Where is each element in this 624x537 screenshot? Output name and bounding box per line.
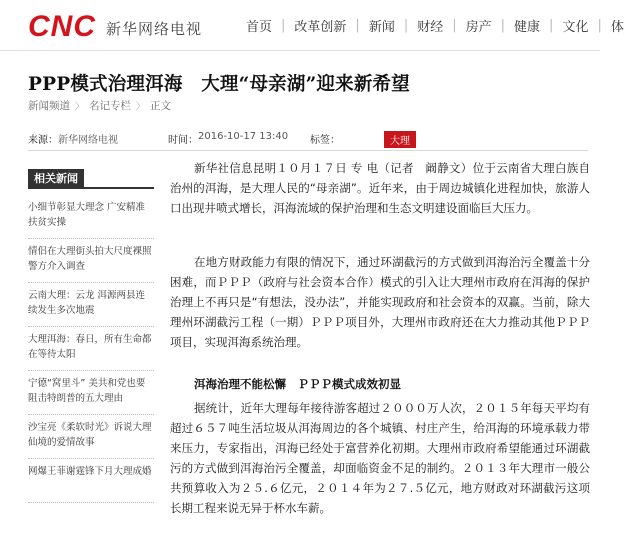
- related-news-item[interactable]: 大理洱海：春日，所有生命都在等待太阳: [28, 327, 154, 371]
- nav-divider: |: [403, 18, 409, 33]
- site-logo[interactable]: [28, 8, 202, 46]
- tag-badge[interactable]: 大理: [384, 131, 416, 148]
- nav-divider: |: [452, 18, 457, 33]
- related-news-list: [28, 195, 156, 503]
- logo-mark: CNC: [28, 10, 96, 43]
- nav-item-culture[interactable]: 文化: [562, 20, 589, 35]
- nav-item-news[interactable]: 新闻: [368, 20, 395, 35]
- nav-divider: |: [281, 18, 286, 33]
- related-news-item[interactable]: 沙宝亮《柔软时光》诉说大理仙境的爱情故事: [28, 415, 154, 459]
- article-paragraph: 新华社信息昆明１０月１７日 专 电（记者 阚静文）位于云南省大理白族自治州的洱海，是大理人民的“母亲湖”。近年来，由于周边城镇化进程加快，旅游人口出现井喷式增长，洱海流域的保护治理和生态文明建设面临巨大压力。: [170, 161, 590, 215]
- article-paragraph: 在地方财政能力有限的情况下，通过环湖截污的方式做到洱海治污全覆盖十分困难，而ＰＰＰ（政府与社会资本合作）模式的引入让大理州市政府在洱海的保护治理上不再只是“有想法，没办法”，并能实现政府和社会资本的双赢。当前，除大理州环湖截污工程（一期）ＰＰＰ项目外，大理州市政府还在大力推动其他ＰＰＰ项目，实现洱海系统治理。: [170, 255, 590, 349]
- nav-divider: |: [549, 18, 554, 33]
- nav-divider: |: [500, 18, 506, 33]
- nav-divider: |: [597, 18, 602, 33]
- breadcrumb-current: 正文: [150, 100, 172, 112]
- related-news-sidebar: [28, 167, 156, 503]
- sidebar-header: [28, 167, 154, 189]
- related-news-item[interactable]: 情侣在大理街头拍大尺度裸照 警方介入调查: [28, 239, 154, 283]
- time-label: 时间：: [168, 135, 198, 146]
- publish-time: 2016-10-17 13:40: [198, 131, 289, 142]
- tag-label: 标签：: [310, 135, 340, 146]
- breadcrumb: [28, 98, 171, 113]
- breadcrumb-column[interactable]: 名记专栏: [89, 100, 132, 112]
- logo-text: 新华网络电视: [106, 20, 203, 38]
- main-nav: [246, 16, 624, 35]
- source-value: 新华网络电视: [58, 135, 118, 146]
- meta-divider: [28, 150, 588, 151]
- article-title: PPP模式治理洱海 大理“母亲湖”迎来新希望: [28, 74, 410, 95]
- header-divider: [0, 50, 600, 51]
- nav-item-realestate[interactable]: 房产: [465, 20, 492, 35]
- nav-divider: |: [355, 18, 360, 33]
- breadcrumb-separator-icon: 〉: [136, 102, 146, 112]
- source-label: 来源：: [28, 135, 58, 146]
- breadcrumb-separator-icon: 〉: [75, 102, 85, 112]
- related-news-item[interactable]: 宁德“窝里斗” 美共和党也要阻击特朗普的五大理由: [28, 371, 154, 415]
- related-news-item[interactable]: 网爆王菲谢霆锋下月大理成婚: [28, 459, 154, 503]
- site-header: [0, 0, 624, 52]
- related-news-item[interactable]: 云南大理：云龙 洱源两县连续发生多次地震: [28, 283, 154, 327]
- sidebar-title: 相关新闻: [28, 169, 84, 189]
- nav-item-finance[interactable]: 财经: [417, 20, 444, 35]
- nav-item-reform[interactable]: 改革创新: [294, 20, 347, 35]
- article-subheading: 洱海治理不能松懈 ＰＰＰ模式成效初显: [194, 377, 401, 391]
- related-news-item[interactable]: 小细节彰显大理念 广安精准扶贫实操: [28, 195, 154, 239]
- article-paragraph: 据统计，近年大理每年接待游客超过２０００万人次，２０１５年每天平均有超过６５７吨生活垃圾从洱海周边的各个城镇、村庄产生，给洱海的环境承载力带来压力，专家指出，洱海已经处于富营养化初期。大理州市政府希望能通过环湖截污的方式做到洱海治污全覆盖，却面临资金不足的制约。２０１３年大理市一般公共预算收入为２５.６亿元，２０１４年为２７.５亿元，地方财政对环湖截污这项长期工程来说无异于杯水车薪。: [170, 401, 590, 515]
- nav-item-health[interactable]: 健康: [514, 20, 541, 35]
- nav-item-home[interactable]: 首页: [246, 20, 273, 35]
- breadcrumb-news-channel[interactable]: 新闻频道: [28, 100, 70, 112]
- nav-item-sports[interactable]: 体: [610, 20, 624, 35]
